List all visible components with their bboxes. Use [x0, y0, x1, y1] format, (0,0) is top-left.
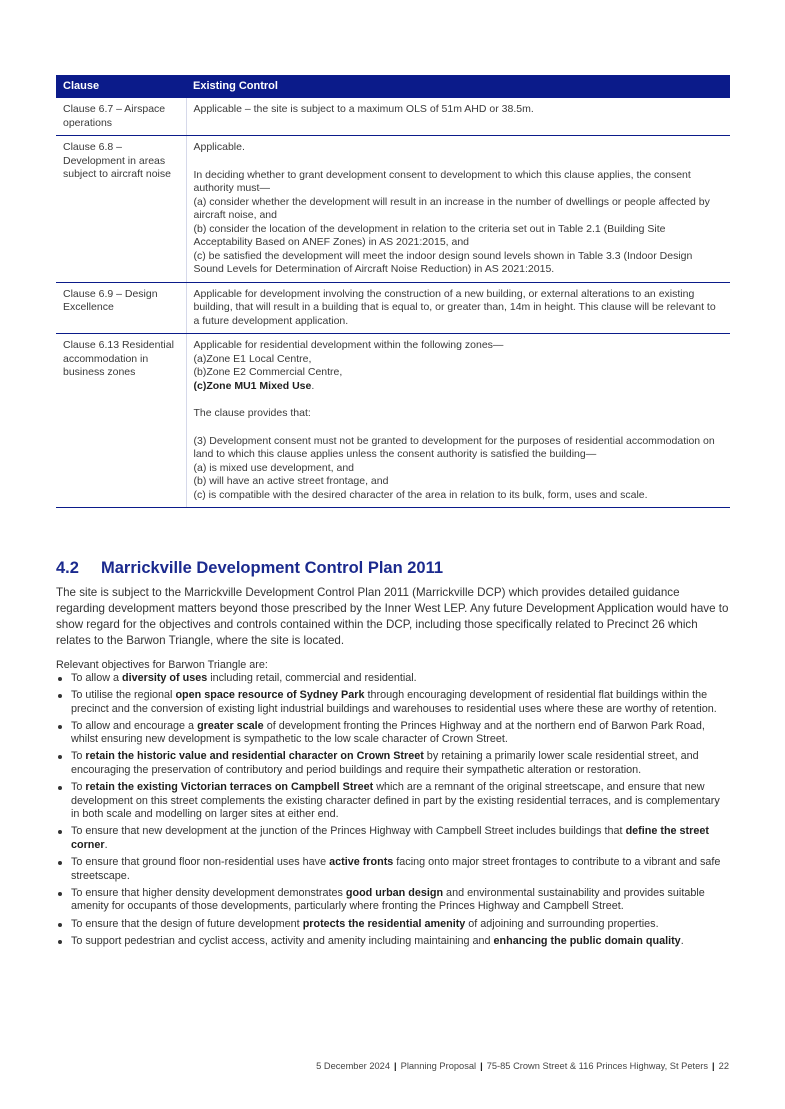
list-item: To retain the existing Victorian terraces on Campbell Street which are a remnant of the original streetscape, and ensure that new development on this street complements the existing character defined in part by the existing residential terraces, and is complementary in both scale and modelling on larger sites at either end.	[56, 781, 730, 822]
control-text: (b) will have an active street frontage, and	[193, 475, 389, 487]
bullet-icon	[58, 940, 62, 944]
control-text: (b)Zone E2 Commercial Centre,	[193, 366, 343, 378]
list-item: To support pedestrian and cyclist access, activity and amenity including maintaining and enhancing the public domain quality.	[56, 935, 730, 949]
list-item: To ensure that the design of future development protects the residential amenity of adjoining and surrounding properties.	[56, 918, 730, 932]
clause-cell: Clause 6.9 – Design Excellence	[56, 282, 186, 334]
controls-table	[56, 75, 730, 508]
list-item: To ensure that higher density development demonstrates good urban design and environmental sustainability and provides suitable amenity for occupants of those developments, particularly where fronting the Princes Highway and Campbell Street.	[56, 887, 730, 914]
control-text: Applicable for residential development within the following zones—	[193, 339, 504, 351]
footer-date: 5 December 2024	[316, 1061, 391, 1071]
list-item: To ensure that ground floor non-residential uses have active fronts facing onto major street frontages to contribute to a vibrant and safe streetscape.	[56, 856, 730, 883]
list-item: To ensure that new development at the junction of the Princes Highway with Campbell Street includes buildings that define the street corner.	[56, 825, 730, 852]
zone-mu1-text: (c)Zone MU1 Mixed Use	[193, 379, 312, 392]
objectives-lead: Relevant objectives for Barwon Triangle are:	[56, 659, 268, 671]
objectives-list	[56, 672, 730, 952]
bullet-icon	[58, 786, 62, 790]
list-item: To allow and encourage a greater scale of development fronting the Princes Highway and at the northern end of Barwon Park Road, whilst ensuring new development is sympathetic to the low scale character of Crown Street.	[56, 720, 730, 747]
control-cell	[186, 136, 730, 283]
bullet-icon	[58, 892, 62, 896]
clause-cell: Clause 6.13 Residential accommodation in business zones	[56, 334, 186, 508]
table-row	[56, 334, 730, 508]
control-text: (a) is mixed use development, and	[193, 461, 354, 474]
list-item: To allow a diversity of uses including retail, commercial and residential.	[56, 672, 730, 686]
footer-separator: |	[712, 1061, 715, 1071]
list-item: To utilise the regional open space resource of Sydney Park through encouraging development of residential flat buildings within the precinct and the conversion of existing light industrial buildings and warehouses to residential uses where these are worthy of retention.	[56, 689, 730, 716]
section-title: Marrickville Development Control Plan 2011	[101, 559, 444, 577]
column-header-existing-control: Existing Control	[186, 75, 730, 98]
section-number: 4.2	[56, 559, 79, 577]
control-text: In deciding whether to grant development consent to development to which this clause applies, the consent authority must—	[193, 168, 691, 194]
table-row	[56, 136, 730, 283]
bullet-icon	[58, 830, 62, 834]
footer-doc-title: Planning Proposal	[400, 1061, 477, 1071]
bullet-icon	[58, 677, 62, 681]
footer-separator: |	[480, 1061, 483, 1071]
bullet-icon	[58, 755, 62, 759]
bullet-icon	[58, 725, 62, 729]
zone-mu1-period: .	[311, 379, 315, 392]
list-item: To retain the historic value and residential character on Crown Street by retaining a primarily lower scale residential street, and encouraging the preservation of contributory and period buildings and require their sympathetic alteration or restoration.	[56, 750, 730, 777]
page-footer	[316, 1061, 729, 1071]
table-row	[56, 282, 730, 334]
bullet-icon	[58, 861, 62, 865]
control-cell: Applicable – the site is subject to a maximum OLS of 51m AHD or 38.5m.	[186, 98, 730, 136]
control-cell: Applicable for development involving the construction of a new building, or external alterations to an existing building, that will result in a building that is equal to, or greater than, 14m in height. This clause will be relevant to a future development application.	[186, 282, 730, 334]
column-header-clause: Clause	[56, 75, 186, 98]
table-row	[56, 98, 730, 136]
control-text: (a)Zone E1 Local Centre,	[193, 352, 312, 365]
control-text: (b) consider the location of the development in relation to the criteria set out in Table 2.1 (Building Site Acceptability Based on ANEF Zones) in AS 2021:2015, and	[193, 222, 666, 248]
footer-address: 75-85 Crown Street & 116 Princes Highway, St Peters	[486, 1061, 709, 1071]
section-heading	[56, 559, 443, 578]
control-text: (3) Development consent must not be granted to development for the purposes of residential accommodation on land to which this clause applies unless the consent authority is satisfied the building—	[193, 434, 715, 460]
control-text: (a) consider whether the development will result in an increase in the number of dwellings or people affected by aircraft noise, and	[193, 195, 710, 221]
control-text	[194, 380, 724, 394]
bullet-icon	[58, 694, 62, 698]
page-number: 22	[718, 1061, 729, 1071]
control-text: (c) is compatible with the desired character of the area in relation to its bulk, form, uses and scale.	[193, 488, 648, 501]
control-text: (c) be satisfied the development will meet the indoor design sound levels shown in Table 3.3 (Indoor Design Sound Levels for Determination of Aircraft Noise Reduction) in AS 2021:2015.	[193, 249, 693, 275]
clause-cell: Clause 6.7 – Airspace operations	[56, 98, 186, 136]
control-text: Applicable.	[193, 141, 245, 153]
bullet-icon	[58, 923, 62, 927]
control-cell	[186, 334, 730, 508]
control-text: The clause provides that:	[193, 407, 311, 419]
footer-separator: |	[394, 1061, 397, 1071]
section-intro-paragraph: The site is subject to the Marrickville Development Control Plan 2011 (Marrickville DCP) which provides detailed guidance regarding development matters beyond those prescribed by the Inner West LEP. Any future Development Application would have to show regard for the objectives and controls contained within the DCP, including those specifically related to Precinct 26 which relates to the Barwon Triangle, where the site is located.	[56, 586, 729, 647]
clause-cell: Clause 6.8 – Development in areas subject to aircraft noise	[56, 136, 186, 283]
table-header-row	[56, 75, 730, 98]
